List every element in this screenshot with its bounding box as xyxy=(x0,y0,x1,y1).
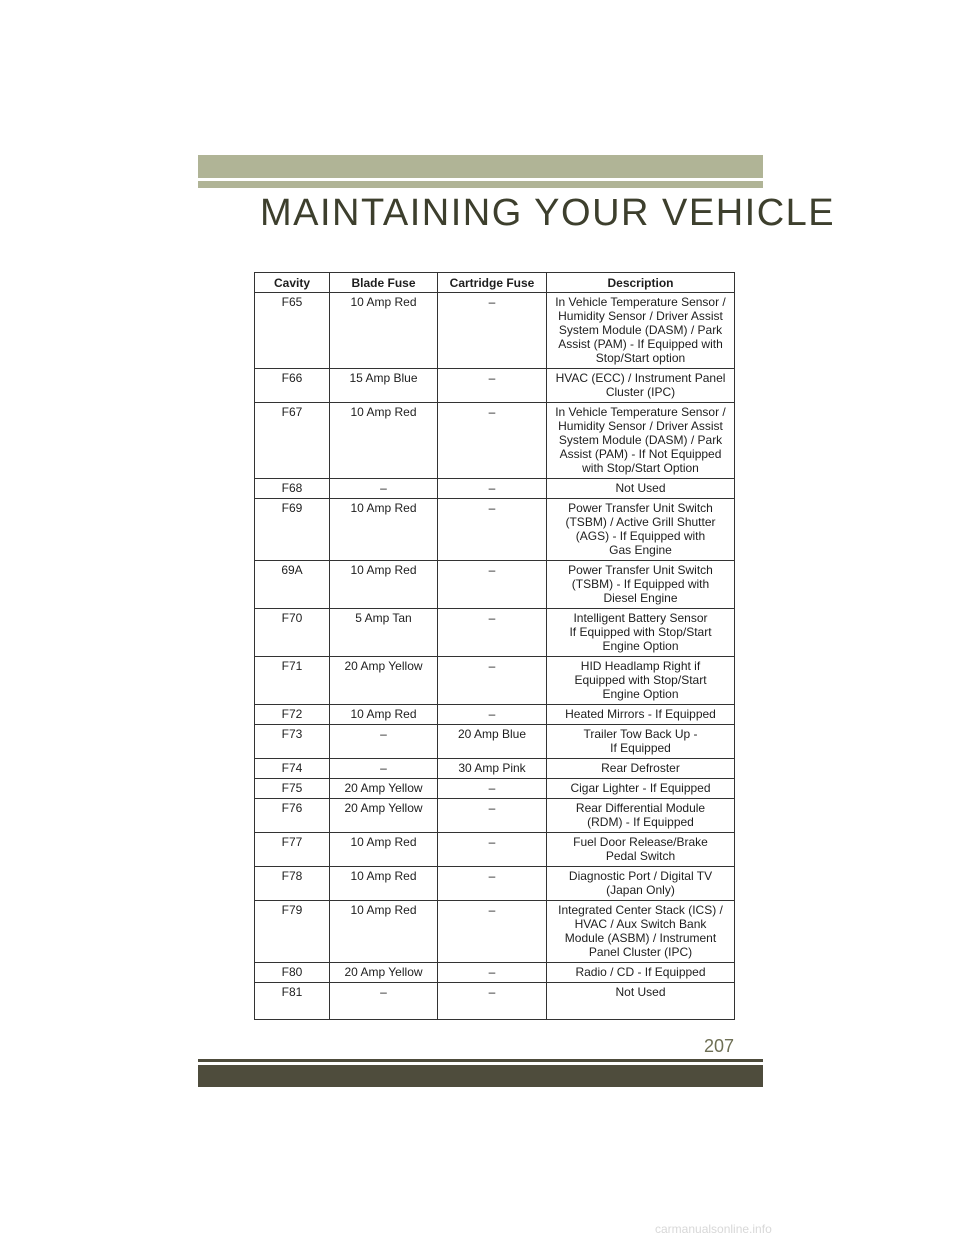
cell-cavity: F78 xyxy=(255,867,330,901)
section-title: MAINTAINING YOUR VEHICLE xyxy=(260,192,836,234)
cell-cartridge-fuse: – xyxy=(438,833,547,867)
column-header-blade-fuse: Blade Fuse xyxy=(330,273,438,293)
cell-cartridge-fuse: – xyxy=(438,499,547,561)
cell-blade-fuse: 10 Amp Red xyxy=(330,561,438,609)
table-row xyxy=(255,867,735,901)
cell-description: Intelligent Battery Sensor If Equipped with Stop/Start Engine Option xyxy=(547,609,735,657)
cell-cartridge-fuse: – xyxy=(438,657,547,705)
cell-cavity: F80 xyxy=(255,963,330,983)
cell-description: Power Transfer Unit Switch (TSBM) / Active Grill Shutter (AGS) - If Equipped with Gas Engine xyxy=(547,499,735,561)
cell-description: Radio / CD - If Equipped xyxy=(547,963,735,983)
cell-cavity: F67 xyxy=(255,403,330,479)
cell-blade-fuse: 20 Amp Yellow xyxy=(330,799,438,833)
cell-cavity: F66 xyxy=(255,369,330,403)
fuse-table-body xyxy=(255,293,735,1020)
table-row xyxy=(255,561,735,609)
cell-cavity: F76 xyxy=(255,799,330,833)
cell-cavity: F77 xyxy=(255,833,330,867)
header-band xyxy=(198,155,763,178)
cell-description: In Vehicle Temperature Sensor / Humidity Sensor / Driver Assist System Module (DASM) / Park Assist (PAM) - If Equipped with Stop/Start option xyxy=(547,293,735,369)
cell-cavity: F71 xyxy=(255,657,330,705)
table-row xyxy=(255,479,735,499)
cell-blade-fuse: 10 Amp Red xyxy=(330,867,438,901)
cell-description: Trailer Tow Back Up - If Equipped xyxy=(547,725,735,759)
cell-blade-fuse: 10 Amp Red xyxy=(330,705,438,725)
table-row xyxy=(255,759,735,779)
cell-cavity: F72 xyxy=(255,705,330,725)
cell-description: Cigar Lighter - If Equipped xyxy=(547,779,735,799)
cell-description: In Vehicle Temperature Sensor / Humidity Sensor / Driver Assist System Module (DASM) / Park Assist (PAM) - If Not Equipped with Stop/Start Option xyxy=(547,403,735,479)
cell-blade-fuse: 10 Amp Red xyxy=(330,499,438,561)
page-number: 207 xyxy=(704,1036,735,1056)
table-row xyxy=(255,293,735,369)
cell-cartridge-fuse: – xyxy=(438,479,547,499)
cell-description: Diagnostic Port / Digital TV (Japan Only) xyxy=(547,867,735,901)
table-header-row xyxy=(255,273,735,293)
cell-cartridge-fuse: – xyxy=(438,609,547,657)
cell-cartridge-fuse: – xyxy=(438,369,547,403)
cell-blade-fuse: 20 Amp Yellow xyxy=(330,779,438,799)
cell-description: Rear Defroster xyxy=(547,759,735,779)
table-row xyxy=(255,657,735,705)
cell-cartridge-fuse: 20 Amp Blue xyxy=(438,725,547,759)
cell-blade-fuse: 15 Amp Blue xyxy=(330,369,438,403)
cell-blade-fuse: – xyxy=(330,725,438,759)
cell-cavity: F68 xyxy=(255,479,330,499)
cell-cartridge-fuse: – xyxy=(438,705,547,725)
cell-cavity: F79 xyxy=(255,901,330,963)
watermark: carmanualsonline.info xyxy=(655,1222,772,1236)
cell-cavity: F73 xyxy=(255,725,330,759)
cell-blade-fuse: – xyxy=(330,479,438,499)
table-row xyxy=(255,705,735,725)
cell-cartridge-fuse: – xyxy=(438,403,547,479)
cell-description: Rear Differential Module (RDM) - If Equipped xyxy=(547,799,735,833)
table-row xyxy=(255,799,735,833)
cell-cavity: F75 xyxy=(255,779,330,799)
cell-cartridge-fuse: – xyxy=(438,867,547,901)
cell-blade-fuse: 10 Amp Red xyxy=(330,901,438,963)
cell-cavity: 69A xyxy=(255,561,330,609)
column-header-cartridge-fuse: Cartridge Fuse xyxy=(438,273,547,293)
cell-cartridge-fuse: – xyxy=(438,779,547,799)
cell-description: Not Used xyxy=(547,983,735,1020)
cell-blade-fuse: – xyxy=(330,983,438,1020)
table-row xyxy=(255,901,735,963)
cell-cartridge-fuse: – xyxy=(438,293,547,369)
cell-description: Fuel Door Release/Brake Pedal Switch xyxy=(547,833,735,867)
cell-cartridge-fuse: – xyxy=(438,963,547,983)
cell-cavity: F81 xyxy=(255,983,330,1020)
cell-description: Not Used xyxy=(547,479,735,499)
cell-cavity: F70 xyxy=(255,609,330,657)
cell-blade-fuse: – xyxy=(330,759,438,779)
cell-cavity: F69 xyxy=(255,499,330,561)
table-row xyxy=(255,779,735,799)
table-row xyxy=(255,725,735,759)
header-band-thin xyxy=(198,181,763,188)
cell-blade-fuse: 20 Amp Yellow xyxy=(330,963,438,983)
table-row xyxy=(255,403,735,479)
column-header-cavity: Cavity xyxy=(255,273,330,293)
cell-description: Power Transfer Unit Switch (TSBM) - If Equipped with Diesel Engine xyxy=(547,561,735,609)
table-row xyxy=(255,833,735,867)
cell-blade-fuse: 5 Amp Tan xyxy=(330,609,438,657)
cell-blade-fuse: 10 Amp Red xyxy=(330,833,438,867)
cell-blade-fuse: 20 Amp Yellow xyxy=(330,657,438,705)
table-row xyxy=(255,499,735,561)
cell-description: Integrated Center Stack (ICS) / HVAC / Aux Switch Bank Module (ASBM) / Instrument Panel Cluster (IPC) xyxy=(547,901,735,963)
cell-blade-fuse: 10 Amp Red xyxy=(330,293,438,369)
cell-cartridge-fuse: 30 Amp Pink xyxy=(438,759,547,779)
cell-cartridge-fuse: – xyxy=(438,983,547,1020)
cell-cartridge-fuse: – xyxy=(438,561,547,609)
cell-description: Heated Mirrors - If Equipped xyxy=(547,705,735,725)
table-row xyxy=(255,983,735,1020)
cell-cavity: F74 xyxy=(255,759,330,779)
table-row xyxy=(255,609,735,657)
cell-description: HVAC (ECC) / Instrument Panel Cluster (IPC) xyxy=(547,369,735,403)
footer-band-thin xyxy=(198,1059,763,1062)
cell-cartridge-fuse: – xyxy=(438,901,547,963)
footer-band xyxy=(198,1065,763,1087)
cell-blade-fuse: 10 Amp Red xyxy=(330,403,438,479)
cell-description: HID Headlamp Right if Equipped with Stop/Start Engine Option xyxy=(547,657,735,705)
table-row xyxy=(255,369,735,403)
fuse-table xyxy=(254,272,735,1020)
cell-cavity: F65 xyxy=(255,293,330,369)
column-header-description: Description xyxy=(547,273,735,293)
cell-cartridge-fuse: – xyxy=(438,799,547,833)
table-row xyxy=(255,963,735,983)
